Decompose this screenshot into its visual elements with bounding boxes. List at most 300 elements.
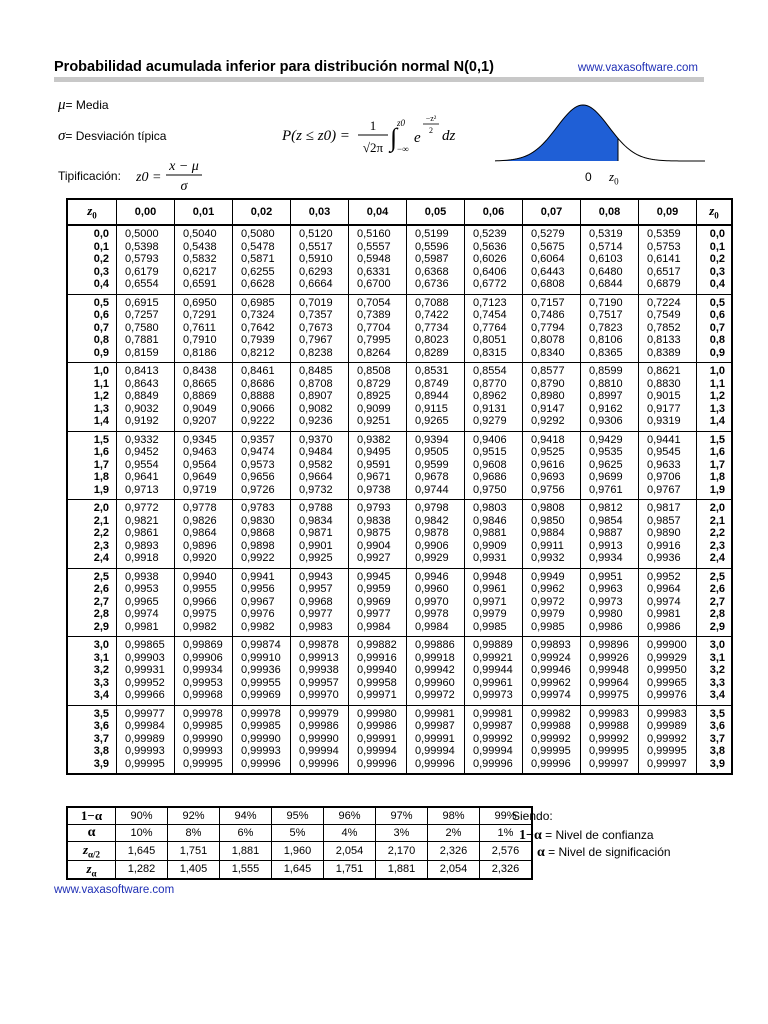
probability-value: 0,9699 [589,471,623,483]
confidence-value: 95% [272,807,324,825]
probability-value: 0,9554 [125,458,159,471]
probability-cell [291,568,349,637]
probability-cell [523,705,581,774]
probability-value: 0,9842 [415,514,449,527]
z-value: 0,4 [93,278,109,290]
probability-value: 0,9279 [473,415,507,427]
z-value: 3,6 [709,720,725,732]
probability-cell [233,363,291,432]
probability-value: 0,8554 [473,365,507,377]
probability-value: 0,5832 [183,253,217,265]
probability-cell [581,431,639,500]
cumulative-area [495,105,618,161]
legend-mean [58,97,109,114]
probability-value: 0,9664 [299,471,333,483]
probability-value: 0,9830 [241,514,275,527]
probability-cell [639,431,697,500]
probability-value: 0,9909 [473,539,507,552]
z-value: 0,8 [93,334,109,346]
probability-value: 0,5120 [299,228,333,240]
z-value: 0,3 [93,265,109,278]
probability-value: 0,99953 [183,676,223,689]
probability-value: 0,99994 [357,745,397,757]
column-header: 0,02 [233,199,291,225]
probability-value: 0,9649 [183,471,217,483]
probability-value: 0,6517 [647,265,681,278]
probability-value: 0,5596 [415,240,449,253]
probability-value: 0,9943 [299,570,333,583]
probability-value: 0,99910 [241,651,281,664]
probability-value: 0,6808 [531,278,565,290]
probability-value: 0,99987 [473,720,513,732]
probability-value: 0,99986 [299,720,339,732]
probability-value: 0,8708 [299,377,333,390]
confidence-value: 1,555 [220,860,272,879]
probability-value: 0,9936 [647,552,681,564]
confidence-value: 1,645 [116,842,168,861]
probability-value: 0,8790 [531,377,565,390]
z-value: 2,1 [93,514,109,527]
probability-value: 0,5438 [183,240,217,253]
probability-value: 0,99990 [299,732,339,745]
z-label-cell [67,363,117,432]
probability-value: 0,9970 [415,595,449,608]
probability-value: 0,9394 [415,433,449,446]
probability-value: 0,7881 [125,334,159,346]
probability-value: 0,8980 [531,390,565,402]
probability-value: 0,7995 [357,334,391,346]
probability-value: 0,9964 [647,583,681,595]
probability-cell [291,431,349,500]
probability-value: 0,8810 [589,377,623,390]
z-value: 2,9 [709,620,725,633]
probability-value: 0,9783 [241,502,275,514]
probability-value: 0,9955 [183,583,217,595]
probability-value: 0,9817 [647,502,681,514]
probability-value: 0,9726 [241,483,275,496]
probability-cell [581,637,639,706]
z-value: 2,4 [93,552,109,564]
probability-value: 0,9868 [241,527,275,539]
probability-value: 0,99865 [125,639,165,651]
probability-value: 0,9236 [299,415,333,427]
probability-cell [407,637,465,706]
probability-value: 0,8078 [531,334,565,346]
probability-cell [291,637,349,706]
confidence-row-label: α [67,825,116,842]
probability-value: 0,7967 [299,334,333,346]
confidence-value: 2,170 [376,842,428,861]
probability-value: 0,9706 [647,471,681,483]
probability-value: 0,99989 [125,732,165,745]
z-label-cell [67,431,117,500]
probability-value: 0,8340 [531,346,565,359]
probability-value: 0,99994 [415,745,455,757]
probability-cell [639,294,697,363]
probability-value: 0,99995 [589,745,629,757]
probability-value: 0,99993 [125,745,165,757]
z-value: 2,0 [93,502,109,514]
z-value: 0,5 [709,296,725,309]
probability-value: 0,7257 [125,309,159,321]
confidence-value: 10% [116,825,168,842]
tip-den: σ [180,179,188,194]
probability-cell [349,705,407,774]
probability-value: 0,99981 [415,707,455,720]
probability-value: 0,8023 [415,334,449,346]
z-value: 1,4 [709,415,725,427]
probability-value: 0,9846 [473,514,507,527]
z-label-cell [697,500,733,569]
z-label-cell [67,568,117,637]
probability-cell [639,637,697,706]
probability-formula [280,112,470,160]
probability-value: 0,5557 [357,240,391,253]
probability-value: 0,9961 [473,583,507,595]
probability-value: 0,6736 [415,278,449,290]
confidence-value: 99% [480,807,533,825]
probability-value: 0,9864 [183,527,217,539]
probability-value: 0,99900 [647,639,687,651]
probability-cell [349,363,407,432]
z-value: 3,9 [709,757,725,770]
probability-value: 0,9319 [647,415,681,427]
probability-cell [407,500,465,569]
probability-cell [465,568,523,637]
probability-value: 0,8461 [241,365,275,377]
probability-value: 0,9207 [183,415,217,427]
z-value: 3,0 [709,639,725,651]
probability-value: 0,8159 [125,346,159,359]
probability-value: 0,99929 [647,651,687,664]
column-header: 0,06 [465,199,523,225]
probability-value: 0,9625 [589,458,623,471]
probability-value: 0,9370 [299,433,333,446]
probability-value: 0,5636 [473,240,507,253]
probability-value: 0,9678 [415,471,449,483]
confidence-value: 1% [480,825,533,842]
probability-value: 0,9986 [647,620,681,633]
probability-value: 0,99957 [299,676,339,689]
probability-value: 0,9545 [647,446,681,458]
probability-value: 0,9887 [589,527,623,539]
probability-value: 0,9633 [647,458,681,471]
table-row-group [67,294,732,363]
z-label-cell [697,363,733,432]
z-value: 1,0 [709,365,725,377]
probability-value: 0,6368 [415,265,449,278]
probability-value: 0,9985 [473,620,507,633]
probability-value: 0,5910 [299,253,333,265]
probability-value: 0,7939 [241,334,275,346]
probability-value: 0,7454 [473,309,507,321]
confidence-value: 1,881 [376,860,428,879]
probability-value: 0,9857 [647,514,681,527]
probability-value: 0,9956 [241,583,275,595]
probability-cell [407,705,465,774]
probability-value: 0,7764 [473,321,507,334]
table-row-group [67,431,732,500]
probability-value: 0,5160 [357,228,391,240]
probability-cell [523,294,581,363]
probability-cell [639,500,697,569]
probability-value: 0,8729 [357,377,391,390]
probability-value: 0,8770 [473,377,507,390]
z-value: 0,2 [93,253,109,265]
probability-cell [581,363,639,432]
probability-value: 0,9948 [473,570,507,583]
probability-value: 0,9984 [415,620,449,633]
confidence-value: 5% [272,825,324,842]
probability-value: 0,99950 [647,664,687,676]
confidence-value: 4% [324,825,376,842]
probability-value: 0,9911 [531,539,564,552]
probability-cell [117,431,175,500]
probability-value: 0,99960 [415,676,455,689]
probability-value: 0,9505 [415,446,449,458]
probability-cell [465,431,523,500]
probability-value: 0,99936 [241,664,281,676]
probability-cell [407,294,465,363]
probability-value: 0,99926 [589,651,629,664]
note-sig-symbol: α [537,845,545,860]
probability-value: 0,7389 [357,309,391,321]
probability-value: 0,8264 [357,346,391,359]
probability-value: 0,99990 [241,732,281,745]
probability-value: 0,9292 [531,415,565,427]
probability-value: 0,99995 [647,745,687,757]
probability-value: 0,9878 [415,527,449,539]
probability-value: 0,9441 [647,433,681,446]
probability-value: 0,9949 [531,570,565,583]
probability-value: 0,8907 [299,390,333,402]
probability-value: 0,7549 [647,309,681,321]
probability-value: 0,9693 [531,471,565,483]
probability-value: 0,9977 [357,608,391,620]
z-value: 3,3 [709,676,725,689]
confidence-table [66,806,533,880]
probability-value: 0,7357 [299,309,333,321]
probability-value: 0,9986 [589,620,623,633]
note-sig-text: = Nivel de significación [548,845,671,859]
probability-value: 0,5080 [241,228,275,240]
probability-value: 0,99942 [415,664,455,676]
probability-value: 0,8577 [531,365,565,377]
column-header: 0,07 [523,199,581,225]
z-value: 0,7 [93,321,109,334]
probability-value: 0,8438 [183,365,217,377]
probability-value: 0,9973 [589,595,623,608]
probability-value: 0,7642 [241,321,275,334]
z-value: 3,2 [709,664,725,676]
website-link[interactable]: www.vaxasoftware.com [577,62,698,74]
probability-value: 0,9838 [357,514,391,527]
probability-value: 0,9904 [357,539,391,552]
probability-value: 0,8106 [589,334,623,346]
probability-value: 0,9977 [299,608,333,620]
z-label-cell [697,637,733,706]
z-value: 1,7 [93,458,109,471]
probability-value: 0,99977 [125,707,165,720]
probability-value: 0,99973 [473,689,513,701]
probability-cell [523,363,581,432]
probability-value: 0,9920 [183,552,217,564]
page-title: Probabilidad acumulada inferior para distribución normal N(0,1) [54,59,494,75]
probability-value: 0,9966 [183,595,217,608]
probability-value: 0,9049 [183,402,217,415]
probability-cell [233,500,291,569]
probability-value: 0,9871 [299,527,333,539]
probability-value: 0,99906 [183,651,223,664]
probability-value: 0,7324 [241,309,275,321]
probability-cell [639,363,697,432]
probability-value: 0,8186 [183,346,217,359]
probability-cell [175,294,233,363]
probability-value: 0,9898 [241,539,275,552]
confidence-value: 97% [376,807,428,825]
probability-value: 0,99975 [589,689,629,701]
column-header: 0,00 [117,199,175,225]
probability-value: 0,99916 [357,651,397,664]
z-value: 2,3 [709,539,725,552]
z-value: 0,4 [709,278,725,290]
probability-value: 0,9929 [415,552,449,564]
z-value: 3,7 [93,732,109,745]
probability-value: 0,99978 [241,707,281,720]
confidence-row [67,860,532,879]
probability-value: 0,9382 [357,433,391,446]
footer-website-link[interactable]: www.vaxasoftware.com [54,884,175,896]
column-header: 0,03 [291,199,349,225]
probability-value: 0,99992 [531,732,571,745]
z-label-cell [67,294,117,363]
probability-cell [581,568,639,637]
probability-value: 0,99992 [589,732,629,745]
probability-value: 0,9984 [357,620,391,633]
probability-cell [233,705,291,774]
z-value: 2,1 [709,514,725,527]
probability-value: 0,99946 [531,664,571,676]
confidence-row [67,842,532,861]
confidence-value: 2,054 [324,842,376,861]
probability-value: 0,8888 [241,390,275,402]
probability-value: 0,9884 [531,527,565,539]
probability-cell [581,705,639,774]
probability-cell [639,568,697,637]
probability-cell [233,637,291,706]
probability-value: 0,99958 [357,676,397,689]
z-value: 1,3 [93,402,109,415]
probability-value: 0,99964 [589,676,629,689]
probability-value: 0,9162 [589,402,623,415]
probability-value: 0,99997 [589,757,629,770]
probability-value: 0,9608 [473,458,507,471]
z-value: 3,8 [709,745,725,757]
probability-value: 0,9732 [299,483,333,496]
z-label-cell [697,705,733,774]
z-label-cell [67,500,117,569]
probability-value: 0,6293 [299,265,333,278]
probability-cell [291,500,349,569]
probability-cell [291,363,349,432]
probability-value: 0,9962 [531,583,565,595]
z-value: 2,2 [709,527,725,539]
table-row-group [67,568,732,637]
probability-value: 0,99994 [473,745,513,757]
z-label-cell [697,294,733,363]
z-value: 2,8 [709,608,725,620]
z-value: 1,6 [93,446,109,458]
probability-value: 0,7580 [125,321,159,334]
z-value: 3,5 [93,707,109,720]
probability-value: 0,9495 [357,446,391,458]
confidence-value: 1,645 [272,860,324,879]
probability-value: 0,8413 [125,365,159,377]
confidence-value: 90% [116,807,168,825]
probability-value: 0,6628 [241,278,275,290]
probability-value: 0,99886 [415,639,455,651]
probability-value: 0,8944 [415,390,449,402]
integral-sign-icon: ∫ [390,123,398,152]
probability-cell [349,500,407,569]
probability-value: 0,8289 [415,346,449,359]
probability-value: 0,9812 [589,502,623,514]
probability-value: 0,99989 [647,720,687,732]
probability-value: 0,9591 [357,458,391,471]
probability-value: 0,99944 [473,664,513,676]
probability-value: 0,99996 [473,757,513,770]
probability-value: 0,6331 [357,265,391,278]
probability-value: 0,99903 [125,651,165,664]
z-value: 1,4 [93,415,109,427]
probability-value: 0,9099 [357,402,391,415]
probability-value: 0,5000 [125,228,159,240]
corner-header-left: $z_0$ [67,199,117,225]
formula-lhs: P(z ≤ z0) = [282,128,350,144]
probability-cell [117,637,175,706]
probability-value: 0,9788 [299,502,333,514]
probability-value: 0,9525 [531,446,565,458]
probability-value: 0,9834 [299,514,333,527]
probability-value: 0,9975 [183,608,217,620]
probability-cell [407,568,465,637]
probability-value: 0,99991 [415,732,455,745]
probability-value: 0,9969 [357,595,391,608]
probability-cell [291,705,349,774]
normal-curve-illustration [495,101,705,171]
probability-cell [523,568,581,637]
probability-value: 0,5398 [125,240,159,253]
formula-exp-num: −z² [425,114,437,123]
probability-value: 0,99934 [183,664,223,676]
probability-value: 0,9778 [183,502,217,514]
probability-value: 0,99974 [531,689,571,701]
probability-value: 0,9686 [473,471,507,483]
probability-value: 0,5517 [299,240,333,253]
probability-value: 0,8365 [589,346,623,359]
z-value: 3,7 [709,732,725,745]
probability-value: 0,9222 [241,415,275,427]
column-header: 0,09 [639,199,697,225]
probability-value: 0,5948 [357,253,391,265]
notes-siendo: Siendo: [512,809,553,823]
probability-value: 0,99995 [531,745,571,757]
probability-value: 0,99984 [125,720,165,732]
probability-value: 0,9821 [125,514,159,527]
probability-cell [639,705,697,774]
probability-value: 0,8686 [241,377,275,390]
z-value: 2,6 [709,583,725,595]
